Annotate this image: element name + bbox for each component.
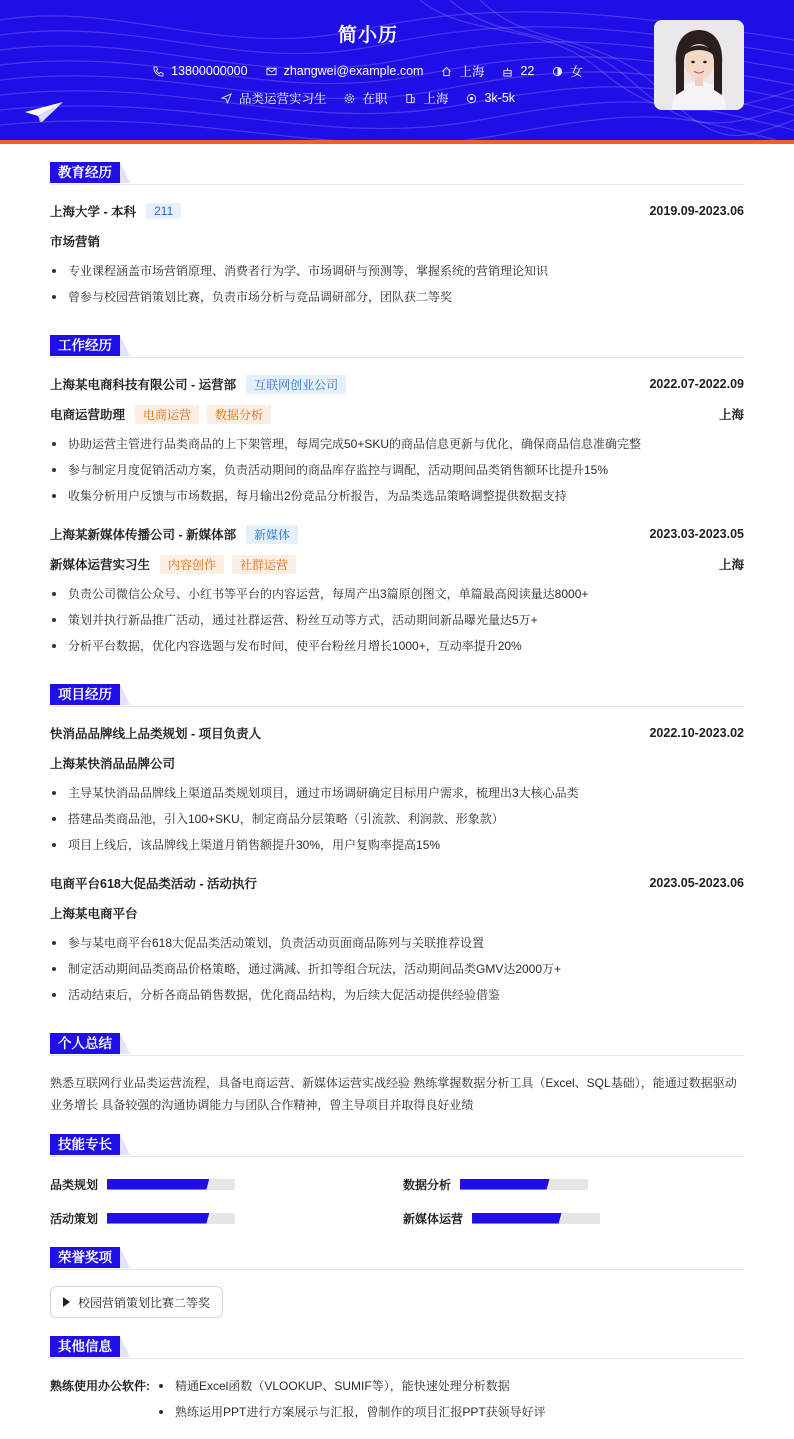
- section-divider: [50, 184, 744, 185]
- job-item: [221, 89, 327, 107]
- city-item: [441, 62, 484, 80]
- section-title-skills: 技能专长: [50, 1134, 120, 1155]
- list-item: 参与某电商平台618大促品类活动策划，负责活动页面商品陈列与关联推荐设置: [50, 934, 744, 960]
- role-name: 电商运营助理: [50, 408, 126, 422]
- phone-icon: [153, 66, 164, 77]
- list-item: 精通Excel函数（VLOOKUP、SUMIF等），能快速处理分析数据: [157, 1377, 546, 1403]
- education-major-row: [50, 232, 744, 250]
- work-location: 上海: [718, 408, 744, 422]
- target-city-item: [405, 89, 448, 107]
- salary-item: [466, 91, 515, 105]
- send-icon: [221, 93, 232, 104]
- section-title-projects: 项目经历: [50, 684, 120, 705]
- section-divider: [50, 357, 744, 358]
- role-tag: 内容创作: [160, 555, 224, 574]
- title-slant: [120, 335, 130, 356]
- role-tag: 电商运营: [135, 405, 199, 424]
- skill-item: [50, 1210, 235, 1226]
- other-bullets: [157, 1377, 546, 1429]
- project-date: 2022.10-2023.02: [649, 726, 744, 740]
- role-tag: 数据分析: [207, 405, 271, 424]
- salary-text: 3k-5k: [484, 91, 516, 105]
- section-summary: [50, 1033, 130, 1054]
- target-city-text: 上海: [423, 92, 449, 106]
- section-education: [50, 162, 130, 183]
- section-divider: [50, 1156, 744, 1157]
- project-1-bullets: [50, 784, 744, 862]
- company-tag: 新媒体: [246, 525, 298, 544]
- education-bullets: [50, 262, 744, 314]
- work-1-role-row: [50, 405, 744, 423]
- title-slant: [120, 1033, 130, 1054]
- skill-item: [403, 1210, 600, 1226]
- education-header: [50, 202, 744, 220]
- project-2-bullets: [50, 934, 744, 1012]
- work-date: 2022.07-2022.09: [649, 377, 744, 391]
- section-title-awards: 荣誉奖项: [50, 1247, 120, 1268]
- skill-item: [50, 1176, 235, 1192]
- profile-photo: [654, 20, 744, 110]
- skill-item: [403, 1176, 588, 1192]
- coin-icon: [466, 93, 477, 104]
- status-item: [344, 89, 387, 107]
- project-2-header: [50, 874, 744, 892]
- school-name: 上海大学 - 本科: [50, 205, 137, 219]
- list-item: 主导某快消品品牌线上渠道品类规划项目，通过市场调研确定目标用户需求，梳理出3大核心品类: [50, 784, 744, 810]
- avatar: [654, 20, 744, 110]
- gender-icon: [552, 66, 563, 77]
- project-name: 电商平台618大促品类活动 - 活动执行: [50, 877, 257, 891]
- project-org: 上海某快消品品牌公司: [50, 757, 176, 771]
- mail-icon: [266, 66, 277, 77]
- home-icon: [441, 66, 452, 77]
- email-text[interactable]: zhangwei@example.com: [283, 64, 424, 78]
- gear-icon: [344, 93, 355, 104]
- company-name: 上海某电商科技有限公司 - 运营部: [50, 378, 237, 392]
- title-slant: [120, 684, 130, 705]
- skill-bar: [472, 1213, 600, 1224]
- list-item: 专业课程涵盖市场营销原理、消费者行为学、市场调研与预测等，掌握系统的营销理论知识: [50, 262, 744, 288]
- skill-bar: [460, 1179, 588, 1190]
- other-label: 熟练使用办公软件:: [50, 1379, 150, 1393]
- section-title-work: 工作经历: [50, 335, 120, 356]
- section-projects: [50, 684, 130, 705]
- skill-bar-fill: [472, 1213, 562, 1224]
- section-other: [50, 1336, 130, 1357]
- skill-label: 数据分析: [403, 1177, 452, 1192]
- company-name: 上海某新媒体传播公司 - 新媒体部: [50, 528, 237, 542]
- section-work: [50, 335, 130, 356]
- list-item: 项目上线后，该品牌线上渠道月销售额提升30%，用户复购率提高15%: [50, 836, 744, 862]
- paper-plane-icon: [24, 100, 64, 124]
- list-item: 分析平台数据，优化内容选题与发布时间，使平台粉丝月增长1000+，互动率提升20%: [50, 637, 744, 663]
- work-2-header: [50, 525, 744, 543]
- skill-bar: [107, 1179, 235, 1190]
- list-item: 策划并执行新品推广活动，通过社群运营、粉丝互动等方式，活动期间新品曝光量达5万+: [50, 611, 744, 637]
- role-name: 新媒体运营实习生: [50, 558, 151, 572]
- award-item[interactable]: [50, 1286, 223, 1318]
- role-tag: 社群运营: [232, 555, 296, 574]
- section-divider: [50, 706, 744, 707]
- section-divider: [50, 1269, 744, 1270]
- project-org: 上海某电商平台: [50, 907, 138, 921]
- list-item: 活动结束后，分析各商品销售数据，优化商品结构，为后续大促活动提供经验借鉴: [50, 986, 744, 1012]
- age-item: [502, 64, 534, 78]
- work-2-role-row: [50, 555, 744, 573]
- skill-bar-fill: [107, 1213, 209, 1224]
- school-tag: 211: [146, 203, 181, 219]
- candidate-name: 简小历: [337, 25, 398, 46]
- section-title-summary: 个人总结: [50, 1033, 120, 1054]
- work-1-bullets: [50, 435, 744, 513]
- email-item: [266, 64, 424, 78]
- section-divider: [50, 1358, 744, 1359]
- list-item: 协助运营主管进行品类商品的上下架管理，每周完成50+SKU的商品信息更新与优化，确保商品信息准确完整: [50, 435, 744, 461]
- project-name: 快消品品牌线上品类规划 - 项目负责人: [50, 727, 262, 741]
- list-item: 曾参与校园营销策划比赛，负责市场分析与竞品调研部分，团队获二等奖: [50, 288, 744, 314]
- phone-item: [153, 64, 247, 78]
- project-1-header: [50, 724, 744, 742]
- company-tag: 互联网创业公司: [246, 375, 346, 394]
- gender-item: [552, 62, 583, 80]
- job-row: [0, 89, 736, 107]
- title-slant: [120, 1336, 130, 1357]
- summary-text: 熟悉互联网行业品类运营流程，具备电商运营、新媒体运营实战经验 熟练掌握数据分析工具（Excel、SQL基础），能通过数据驱动业务增长 具备较强的沟通协调能力与团队合作精神，曾主导项目并取得良好业绩: [50, 1076, 737, 1112]
- list-item: 负责公司微信公众号、小红书等平台的内容运营，每周产出3篇原创图文，单篇最高阅读量达8000+: [50, 585, 744, 611]
- section-title-education: 教育经历: [50, 162, 120, 183]
- contact-row: [0, 62, 736, 80]
- title-slant: [120, 1247, 130, 1268]
- list-item: 收集分析用户反馈与市场数据，每月输出2份竞品分析报告，为品类选品策略调整提供数据支持: [50, 487, 744, 513]
- gender-text: 女: [570, 65, 583, 79]
- project-1-org-row: [50, 754, 744, 772]
- building-icon: [405, 93, 416, 104]
- work-location: 上海: [718, 558, 744, 572]
- list-item: 制定活动期间品类商品价格策略，通过满减、折扣等组合玩法，活动期间品类GMV达2000万+: [50, 960, 744, 986]
- status-text: 在职: [362, 92, 388, 106]
- work-date: 2023.03-2023.05: [649, 527, 744, 541]
- section-awards: [50, 1247, 130, 1268]
- list-item: 参与制定月度促销活动方案，负责活动期间的商品库存监控与调配，活动期间品类销售额环比提升15%: [50, 461, 744, 487]
- section-divider: [50, 1055, 744, 1056]
- education-date: 2019.09-2023.06: [649, 204, 744, 218]
- work-1-header: [50, 375, 744, 393]
- project-date: 2023.05-2023.06: [649, 876, 744, 890]
- section-title-other: 其他信息: [50, 1336, 120, 1357]
- triangle-right-icon: [63, 1297, 70, 1307]
- title-slant: [120, 162, 130, 183]
- city-text: 上海: [459, 65, 485, 79]
- award-label: 校园营销策划比赛二等奖: [78, 1295, 211, 1310]
- section-skills: [50, 1134, 130, 1155]
- major: 市场营销: [50, 235, 101, 249]
- skill-bar-fill: [460, 1179, 550, 1190]
- skill-bar: [107, 1213, 235, 1224]
- work-2-bullets: [50, 585, 744, 663]
- job-text: 品类运营实习生: [238, 92, 327, 106]
- resume-header: [0, 0, 794, 140]
- phone-text[interactable]: 13800000000: [171, 64, 248, 78]
- list-item: 熟练运用PPT进行方案展示与汇报，曾制作的项目汇报PPT获领导好评: [157, 1403, 546, 1429]
- skill-label: 新媒体运营: [403, 1211, 464, 1226]
- list-item: 搭建品类商品池，引入100+SKU，制定商品分层策略（引流款、利润款、形象款）: [50, 810, 744, 836]
- age-text: 22: [520, 64, 535, 78]
- skill-label: 品类规划: [50, 1177, 99, 1192]
- project-2-org-row: [50, 904, 744, 922]
- accent-bar: [0, 140, 794, 144]
- skill-label: 活动策划: [50, 1211, 99, 1226]
- skill-bar-fill: [107, 1179, 209, 1190]
- cake-icon: [502, 66, 513, 77]
- title-slant: [120, 1134, 130, 1155]
